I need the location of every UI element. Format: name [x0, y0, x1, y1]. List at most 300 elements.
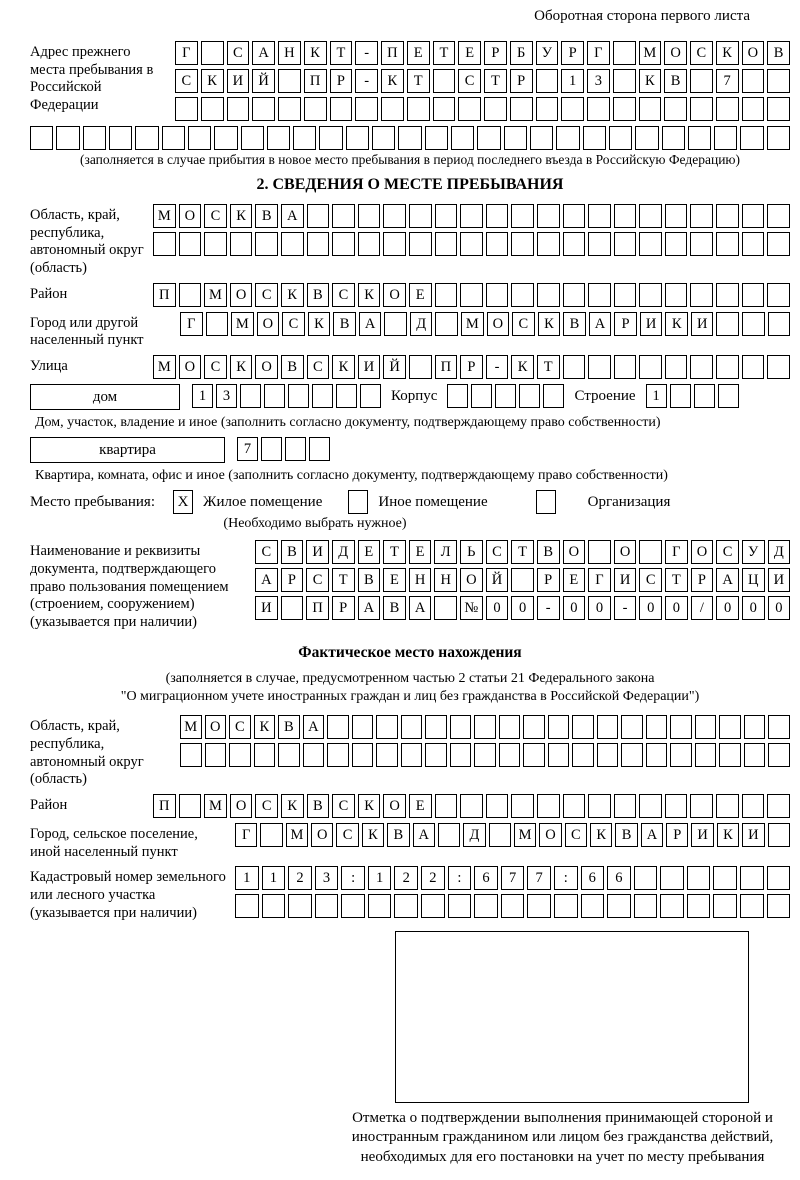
char-cell[interactable]: [205, 743, 227, 767]
char-cell[interactable]: [451, 126, 474, 150]
char-cell[interactable]: [523, 743, 545, 767]
char-cell[interactable]: С: [306, 568, 329, 592]
char-cell[interactable]: [401, 715, 423, 739]
char-cell[interactable]: [665, 355, 688, 379]
char-cell[interactable]: Г: [180, 312, 203, 336]
char-cell[interactable]: [767, 283, 790, 307]
char-cell[interactable]: В: [333, 312, 356, 336]
char-cell[interactable]: [511, 204, 534, 228]
char-cell[interactable]: В: [383, 596, 406, 620]
char-cell[interactable]: 0: [486, 596, 509, 620]
char-cell[interactable]: О: [460, 568, 483, 592]
char-cell[interactable]: [695, 743, 717, 767]
char-cell[interactable]: С: [486, 540, 509, 564]
char-cell[interactable]: [460, 794, 483, 818]
char-cell[interactable]: [588, 204, 611, 228]
char-cell[interactable]: [588, 540, 611, 564]
char-cell[interactable]: К: [281, 283, 304, 307]
char-cell[interactable]: Д: [410, 312, 433, 336]
char-cell[interactable]: С: [565, 823, 587, 847]
char-cell[interactable]: [499, 715, 521, 739]
char-cell[interactable]: Р: [281, 568, 304, 592]
char-cell[interactable]: К: [308, 312, 331, 336]
char-cell[interactable]: В: [387, 823, 409, 847]
char-cell[interactable]: Т: [407, 69, 430, 93]
char-cell[interactable]: [407, 97, 430, 121]
char-cell[interactable]: В: [537, 540, 560, 564]
char-cell[interactable]: [563, 232, 586, 256]
char-cell[interactable]: [614, 283, 637, 307]
char-cell[interactable]: [588, 232, 611, 256]
char-cell[interactable]: [352, 743, 374, 767]
char-cell[interactable]: Т: [665, 568, 688, 592]
char-cell[interactable]: Е: [409, 283, 432, 307]
char-cell[interactable]: К: [201, 69, 224, 93]
char-cell[interactable]: [767, 355, 790, 379]
char-cell[interactable]: [561, 97, 584, 121]
char-cell[interactable]: [486, 232, 509, 256]
char-cell[interactable]: [229, 743, 251, 767]
char-cell[interactable]: [477, 126, 500, 150]
char-cell[interactable]: Р: [330, 69, 353, 93]
char-cell[interactable]: [201, 41, 224, 65]
char-cell[interactable]: В: [281, 540, 304, 564]
char-cell[interactable]: 6: [607, 866, 631, 890]
char-cell[interactable]: [458, 97, 481, 121]
char-cell[interactable]: Т: [433, 41, 456, 65]
char-cell[interactable]: [398, 126, 421, 150]
char-cell[interactable]: [511, 283, 534, 307]
char-cell[interactable]: [740, 866, 764, 890]
char-cell[interactable]: К: [358, 794, 381, 818]
char-cell[interactable]: [740, 894, 764, 918]
char-cell[interactable]: [523, 715, 545, 739]
char-cell[interactable]: Й: [383, 355, 406, 379]
char-cell[interactable]: Д: [768, 540, 791, 564]
char-cell[interactable]: [639, 355, 662, 379]
char-cell[interactable]: [607, 894, 631, 918]
char-cell[interactable]: Т: [383, 540, 406, 564]
char-cell[interactable]: [304, 97, 327, 121]
char-cell[interactable]: К: [665, 312, 688, 336]
char-cell[interactable]: [716, 794, 739, 818]
char-cell[interactable]: [352, 715, 374, 739]
char-cell[interactable]: [695, 715, 717, 739]
char-cell[interactable]: [180, 743, 202, 767]
char-cell[interactable]: Н: [409, 568, 432, 592]
char-cell[interactable]: А: [358, 596, 381, 620]
char-cell[interactable]: Р: [614, 312, 637, 336]
char-cell[interactable]: Р: [537, 568, 560, 592]
char-cell[interactable]: Е: [383, 568, 406, 592]
char-cell[interactable]: 2: [421, 866, 445, 890]
char-cell[interactable]: [447, 384, 468, 408]
char-cell[interactable]: Р: [460, 355, 483, 379]
char-cell[interactable]: О: [664, 41, 687, 65]
char-cell[interactable]: [327, 743, 349, 767]
char-cell[interactable]: [742, 232, 765, 256]
char-cell[interactable]: :: [554, 866, 578, 890]
char-cell[interactable]: Е: [409, 794, 432, 818]
char-cell[interactable]: [230, 232, 253, 256]
char-cell[interactable]: [536, 97, 559, 121]
char-cell[interactable]: С: [227, 41, 250, 65]
char-cell[interactable]: [548, 715, 570, 739]
char-cell[interactable]: [450, 743, 472, 767]
char-cell[interactable]: [537, 204, 560, 228]
char-cell[interactable]: [639, 283, 662, 307]
char-cell[interactable]: [346, 126, 369, 150]
char-cell[interactable]: [719, 743, 741, 767]
char-cell[interactable]: О: [539, 823, 561, 847]
char-cell[interactable]: [614, 232, 637, 256]
char-cell[interactable]: [355, 97, 378, 121]
char-cell[interactable]: [690, 794, 713, 818]
char-cell[interactable]: [315, 894, 339, 918]
char-cell[interactable]: [664, 97, 687, 121]
char-cell[interactable]: [543, 384, 564, 408]
char-cell[interactable]: О: [742, 41, 765, 65]
char-cell[interactable]: [713, 866, 737, 890]
char-cell[interactable]: [425, 126, 448, 150]
char-cell[interactable]: [660, 866, 684, 890]
char-cell[interactable]: [742, 794, 765, 818]
char-cell[interactable]: [179, 794, 202, 818]
char-cell[interactable]: [587, 97, 610, 121]
char-cell[interactable]: В: [563, 312, 586, 336]
char-cell[interactable]: [434, 596, 457, 620]
char-cell[interactable]: [336, 384, 357, 408]
char-cell[interactable]: О: [205, 715, 227, 739]
char-cell[interactable]: С: [307, 355, 330, 379]
char-cell[interactable]: 0: [639, 596, 662, 620]
char-cell[interactable]: О: [383, 283, 406, 307]
char-cell[interactable]: №: [460, 596, 483, 620]
char-cell[interactable]: К: [511, 355, 534, 379]
char-cell[interactable]: [614, 204, 637, 228]
char-cell[interactable]: С: [690, 41, 713, 65]
char-cell[interactable]: 7: [501, 866, 525, 890]
char-cell[interactable]: 0: [768, 596, 791, 620]
char-cell[interactable]: [670, 384, 691, 408]
char-cell[interactable]: [376, 715, 398, 739]
char-cell[interactable]: [330, 97, 353, 121]
char-cell[interactable]: [486, 283, 509, 307]
char-cell[interactable]: Н: [434, 568, 457, 592]
char-cell[interactable]: [206, 312, 229, 336]
char-cell[interactable]: [742, 312, 765, 336]
char-cell[interactable]: К: [716, 41, 739, 65]
char-cell[interactable]: [252, 97, 275, 121]
char-cell[interactable]: [634, 894, 658, 918]
char-cell[interactable]: Е: [407, 41, 430, 65]
organizaciya-checkbox[interactable]: [536, 490, 556, 514]
char-cell[interactable]: А: [716, 568, 739, 592]
char-cell[interactable]: [588, 355, 611, 379]
char-cell[interactable]: [319, 126, 342, 150]
char-cell[interactable]: [597, 743, 619, 767]
char-cell[interactable]: [563, 355, 586, 379]
char-cell[interactable]: К: [590, 823, 612, 847]
char-cell[interactable]: П: [306, 596, 329, 620]
char-cell[interactable]: [327, 715, 349, 739]
char-cell[interactable]: [288, 894, 312, 918]
char-cell[interactable]: [264, 384, 285, 408]
char-cell[interactable]: К: [717, 823, 739, 847]
char-cell[interactable]: [662, 126, 685, 150]
char-cell[interactable]: О: [255, 355, 278, 379]
char-cell[interactable]: К: [358, 283, 381, 307]
char-cell[interactable]: [438, 823, 460, 847]
char-cell[interactable]: [360, 384, 381, 408]
char-cell[interactable]: [383, 232, 406, 256]
char-cell[interactable]: О: [230, 794, 253, 818]
char-cell[interactable]: [511, 232, 534, 256]
char-cell[interactable]: [56, 126, 79, 150]
char-cell[interactable]: Р: [332, 596, 355, 620]
char-cell[interactable]: Б: [510, 41, 533, 65]
char-cell[interactable]: А: [252, 41, 275, 65]
char-cell[interactable]: [646, 715, 668, 739]
char-cell[interactable]: [358, 232, 381, 256]
char-cell[interactable]: [474, 715, 496, 739]
char-cell[interactable]: 7: [527, 866, 551, 890]
char-cell[interactable]: С: [229, 715, 251, 739]
char-cell[interactable]: А: [255, 568, 278, 592]
char-cell[interactable]: О: [691, 540, 714, 564]
char-cell[interactable]: [235, 894, 259, 918]
char-cell[interactable]: [435, 204, 458, 228]
char-cell[interactable]: [635, 126, 658, 150]
char-cell[interactable]: Т: [537, 355, 560, 379]
char-cell[interactable]: [460, 232, 483, 256]
char-cell[interactable]: -: [614, 596, 637, 620]
char-cell[interactable]: С: [282, 312, 305, 336]
char-cell[interactable]: [716, 232, 739, 256]
char-cell[interactable]: [634, 866, 658, 890]
char-cell[interactable]: В: [307, 794, 330, 818]
char-cell[interactable]: [716, 204, 739, 228]
char-cell[interactable]: [639, 540, 662, 564]
char-cell[interactable]: [288, 384, 309, 408]
char-cell[interactable]: [293, 126, 316, 150]
char-cell[interactable]: [556, 126, 579, 150]
char-cell[interactable]: М: [204, 283, 227, 307]
char-cell[interactable]: С: [332, 794, 355, 818]
char-cell[interactable]: Р: [666, 823, 688, 847]
char-cell[interactable]: [687, 866, 711, 890]
char-cell[interactable]: [227, 97, 250, 121]
char-cell[interactable]: [690, 283, 713, 307]
char-cell[interactable]: У: [536, 41, 559, 65]
char-cell[interactable]: [175, 97, 198, 121]
char-cell[interactable]: [688, 126, 711, 150]
char-cell[interactable]: С: [716, 540, 739, 564]
char-cell[interactable]: [767, 894, 791, 918]
char-cell[interactable]: Г: [665, 540, 688, 564]
char-cell[interactable]: Т: [484, 69, 507, 93]
char-cell[interactable]: [767, 69, 790, 93]
char-cell[interactable]: А: [641, 823, 663, 847]
char-cell[interactable]: [713, 894, 737, 918]
char-cell[interactable]: К: [281, 794, 304, 818]
char-cell[interactable]: И: [614, 568, 637, 592]
zhiloe-checkbox[interactable]: [173, 490, 193, 514]
char-cell[interactable]: У: [742, 540, 765, 564]
char-cell[interactable]: [435, 232, 458, 256]
char-cell[interactable]: [162, 126, 185, 150]
char-cell[interactable]: [499, 743, 521, 767]
char-cell[interactable]: О: [487, 312, 510, 336]
char-cell[interactable]: [768, 823, 790, 847]
char-cell[interactable]: Ь: [460, 540, 483, 564]
char-cell[interactable]: [613, 97, 636, 121]
char-cell[interactable]: [425, 743, 447, 767]
char-cell[interactable]: 0: [742, 596, 765, 620]
char-cell[interactable]: [563, 204, 586, 228]
char-cell[interactable]: [254, 743, 276, 767]
char-cell[interactable]: А: [281, 204, 304, 228]
char-cell[interactable]: [495, 384, 516, 408]
char-cell[interactable]: С: [639, 568, 662, 592]
char-cell[interactable]: О: [563, 540, 586, 564]
char-cell[interactable]: Е: [409, 540, 432, 564]
char-cell[interactable]: И: [640, 312, 663, 336]
char-cell[interactable]: [639, 794, 662, 818]
char-cell[interactable]: [583, 126, 606, 150]
char-cell[interactable]: М: [461, 312, 484, 336]
char-cell[interactable]: [303, 743, 325, 767]
char-cell[interactable]: [376, 743, 398, 767]
char-cell[interactable]: [83, 126, 106, 150]
char-cell[interactable]: [433, 69, 456, 93]
char-cell[interactable]: О: [257, 312, 280, 336]
char-cell[interactable]: [435, 312, 458, 336]
char-cell[interactable]: М: [514, 823, 536, 847]
dom-field-box[interactable]: дом: [30, 384, 180, 410]
char-cell[interactable]: [768, 715, 790, 739]
char-cell[interactable]: [501, 894, 525, 918]
char-cell[interactable]: К: [362, 823, 384, 847]
char-cell[interactable]: [309, 437, 330, 461]
char-cell[interactable]: [341, 894, 365, 918]
char-cell[interactable]: А: [413, 823, 435, 847]
char-cell[interactable]: М: [639, 41, 662, 65]
char-cell[interactable]: В: [255, 204, 278, 228]
char-cell[interactable]: О: [179, 355, 202, 379]
char-cell[interactable]: К: [381, 69, 404, 93]
char-cell[interactable]: :: [448, 866, 472, 890]
char-cell[interactable]: [471, 384, 492, 408]
char-cell[interactable]: К: [230, 355, 253, 379]
char-cell[interactable]: Р: [510, 69, 533, 93]
char-cell[interactable]: [511, 794, 534, 818]
char-cell[interactable]: [613, 41, 636, 65]
char-cell[interactable]: :: [341, 866, 365, 890]
char-cell[interactable]: [614, 355, 637, 379]
char-cell[interactable]: [613, 69, 636, 93]
char-cell[interactable]: [486, 204, 509, 228]
char-cell[interactable]: [537, 232, 560, 256]
char-cell[interactable]: [307, 204, 330, 228]
char-cell[interactable]: [372, 126, 395, 150]
char-cell[interactable]: М: [153, 355, 176, 379]
char-cell[interactable]: [742, 97, 765, 121]
char-cell[interactable]: Г: [587, 41, 610, 65]
char-cell[interactable]: А: [303, 715, 325, 739]
char-cell[interactable]: С: [458, 69, 481, 93]
char-cell[interactable]: И: [691, 312, 714, 336]
char-cell[interactable]: [639, 97, 662, 121]
char-cell[interactable]: [716, 97, 739, 121]
char-cell[interactable]: О: [614, 540, 637, 564]
char-cell[interactable]: О: [230, 283, 253, 307]
char-cell[interactable]: 1: [262, 866, 286, 890]
char-cell[interactable]: [742, 204, 765, 228]
char-cell[interactable]: [281, 596, 304, 620]
char-cell[interactable]: [548, 743, 570, 767]
char-cell[interactable]: К: [332, 355, 355, 379]
char-cell[interactable]: 3: [587, 69, 610, 93]
kvartira-field-box[interactable]: квартира: [30, 437, 225, 463]
char-cell[interactable]: 0: [511, 596, 534, 620]
char-cell[interactable]: [714, 126, 737, 150]
char-cell[interactable]: [690, 232, 713, 256]
char-cell[interactable]: И: [742, 823, 764, 847]
char-cell[interactable]: [639, 232, 662, 256]
char-cell[interactable]: [665, 232, 688, 256]
char-cell[interactable]: С: [204, 355, 227, 379]
char-cell[interactable]: Л: [434, 540, 457, 564]
char-cell[interactable]: [519, 384, 540, 408]
char-cell[interactable]: К: [304, 41, 327, 65]
char-cell[interactable]: [307, 232, 330, 256]
char-cell[interactable]: [450, 715, 472, 739]
char-cell[interactable]: Г: [235, 823, 257, 847]
char-cell[interactable]: [744, 743, 766, 767]
char-cell[interactable]: 1: [192, 384, 213, 408]
char-cell[interactable]: С: [255, 283, 278, 307]
char-cell[interactable]: [409, 355, 432, 379]
char-cell[interactable]: Р: [484, 41, 507, 65]
char-cell[interactable]: [690, 69, 713, 93]
char-cell[interactable]: 1: [646, 384, 667, 408]
char-cell[interactable]: [527, 894, 551, 918]
char-cell[interactable]: [435, 283, 458, 307]
char-cell[interactable]: [255, 232, 278, 256]
char-cell[interactable]: [530, 126, 553, 150]
char-cell[interactable]: [554, 894, 578, 918]
char-cell[interactable]: М: [204, 794, 227, 818]
char-cell[interactable]: М: [153, 204, 176, 228]
char-cell[interactable]: [719, 715, 741, 739]
char-cell[interactable]: [670, 715, 692, 739]
char-cell[interactable]: [670, 743, 692, 767]
char-cell[interactable]: П: [304, 69, 327, 93]
char-cell[interactable]: 1: [561, 69, 584, 93]
char-cell[interactable]: -: [486, 355, 509, 379]
char-cell[interactable]: Д: [463, 823, 485, 847]
char-cell[interactable]: [665, 283, 688, 307]
char-cell[interactable]: [742, 283, 765, 307]
char-cell[interactable]: Г: [175, 41, 198, 65]
char-cell[interactable]: [665, 794, 688, 818]
char-cell[interactable]: [588, 794, 611, 818]
char-cell[interactable]: В: [615, 823, 637, 847]
char-cell[interactable]: 1: [235, 866, 259, 890]
char-cell[interactable]: [384, 312, 407, 336]
char-cell[interactable]: И: [358, 355, 381, 379]
